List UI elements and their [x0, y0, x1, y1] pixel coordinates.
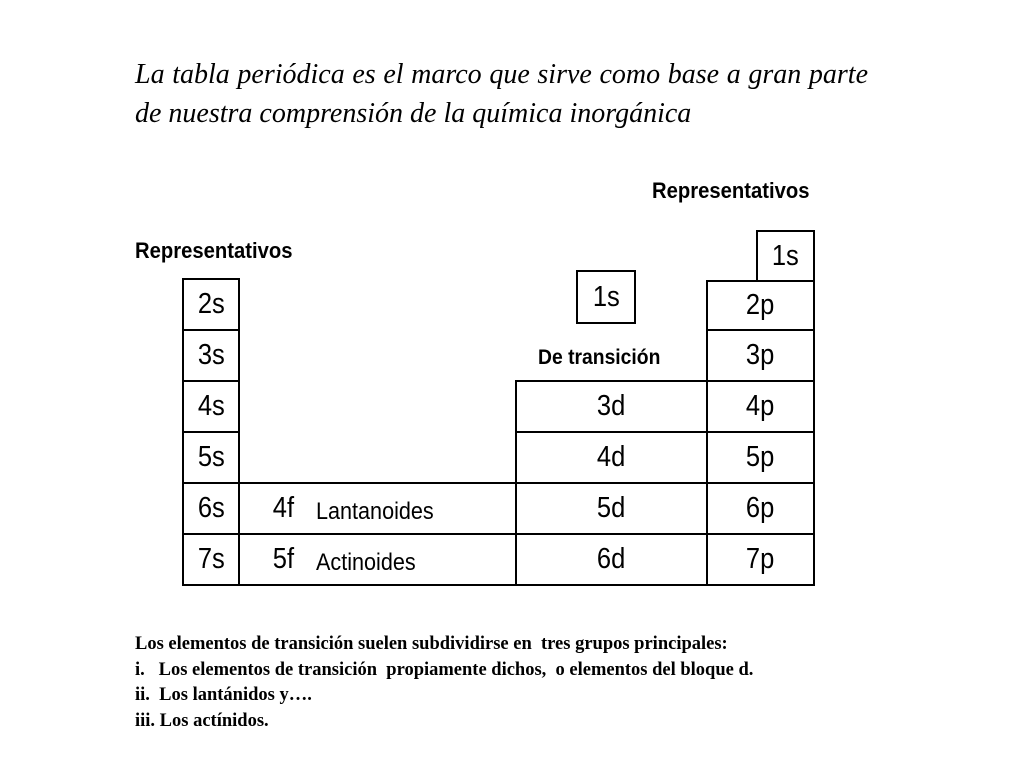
p-cell-6p: 6p [706, 482, 815, 535]
s-cell-2s: 2s [182, 278, 240, 331]
notes-item-2: ii. Los lantánidos y…. [135, 685, 312, 705]
p-cell-7p: 7p [706, 533, 815, 586]
label-de-transicion: De transición [538, 346, 661, 369]
f-row-lantanoides [238, 482, 517, 535]
p-cell-3p: 3p [706, 329, 815, 382]
d-cell-4d: 4d [515, 431, 708, 484]
s-cell-7s: 7s [182, 533, 240, 586]
label-representativos-left: Representativos [135, 238, 293, 263]
p-cell-2p: 2p [706, 280, 815, 331]
s-cell-5s: 5s [182, 431, 240, 484]
f-row-actinoides [238, 533, 517, 586]
s-cell-3s: 3s [182, 329, 240, 382]
notes-item-3: iii. Los actínidos. [135, 710, 269, 731]
f-orbital-5f: 5f [272, 543, 295, 575]
d-cell-6d: 6d [515, 533, 708, 586]
p-cell-4p: 4p [706, 380, 815, 433]
d-cell-3d: 3d [515, 380, 708, 433]
f-name-lantanoides: Lantanoides [316, 497, 434, 525]
notes-section [135, 632, 955, 734]
s-cell-4s: 4s [182, 380, 240, 433]
slide-title: La tabla periódica es el marco que sirve como base a gran parte de nuestra comprensión de la química inorgánica [135, 59, 868, 129]
s-cell-1s-center: 1s [576, 270, 636, 324]
f-name-actinoides: Actinoides [316, 548, 416, 576]
notes-intro: Los elementos de transición suelen subdividirse en tres grupos principales: [135, 634, 728, 654]
p-cell-1s: 1s [756, 230, 815, 282]
d-cell-5d: 5d [515, 482, 708, 535]
s-cell-6s: 6s [182, 482, 240, 535]
notes-item-1: i. Los elementos de transición propiamente dichos, o elementos del bloque d. [135, 659, 754, 680]
f-orbital-4f: 4f [272, 492, 295, 524]
label-representativos-right: Representativos [652, 178, 810, 203]
p-cell-5p: 5p [706, 431, 815, 484]
